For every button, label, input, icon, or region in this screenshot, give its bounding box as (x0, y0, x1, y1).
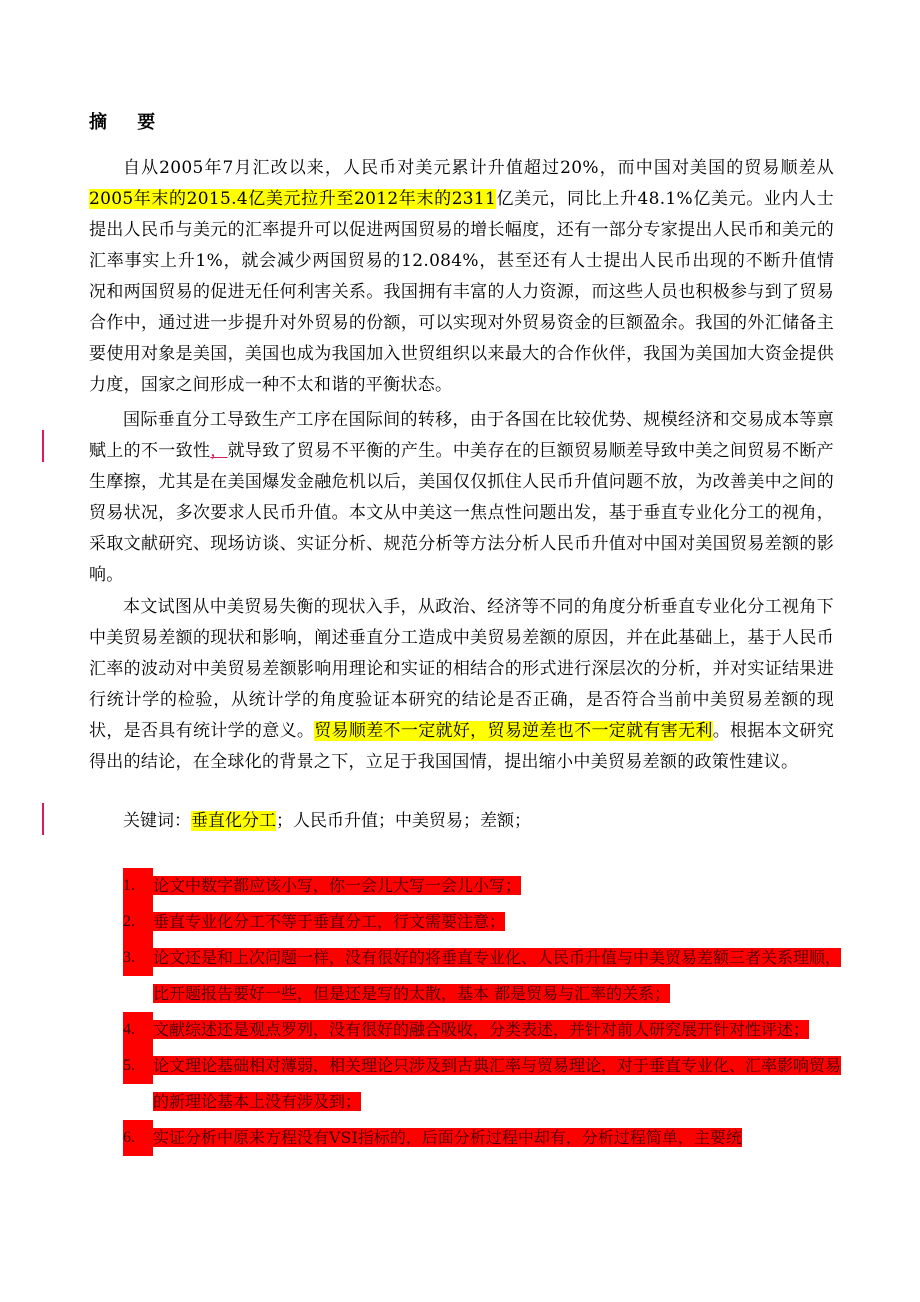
comment-number: 3. (123, 940, 153, 976)
comment-text: 文献综述还是观点罗列，没有很好的融合吸收，分类表述，并针对前人研究展开针对性评述； (153, 1020, 810, 1039)
comment-number: 2. (123, 904, 153, 940)
comment-item (123, 1120, 853, 1156)
comment-text: 论文还是和上次问题一样，没有很好的将垂直专业化、人民币升值与中美贸易差额三者关系理顺，比开题报告要好一些，但是还是写的太散，基本 都是贸易与汇率的关系； (153, 948, 842, 1003)
paragraph-text: 。根据本文研究得出的结论，在全球化的背景之下，立足于我国国情，提出缩小中美贸易差额的政策性建议。 (89, 721, 834, 772)
keyword-highlighted: 垂直化分工 (191, 811, 276, 831)
highlighted-text: 2005年末的2015.4亿美元拉升至2012年末的2311 (89, 189, 497, 209)
comment-number: 4. (123, 1012, 153, 1048)
comment-item (123, 904, 853, 940)
comment-number: 6. (123, 1120, 153, 1156)
paragraph-text: 亿美元，同比上升48.1%亿美元。业内人士提出人民币与美元的汇率提升可以促进两国贸易的增长幅度，还有一部分专家提出人民币和美元的汇率事实上升1%，就会减少两国贸易的12.084%，甚至还有人士提出人民币出现的不断升值情况和两国贸易的促进无任何利害关系。我国拥有丰富的人力资源，而这些人员也积极参与到了贸易合作中，通过进一步提升对外贸易的份额，可以实现对外贸易资金的巨额盈余。我国的外汇储备主要使用对象是美国，美国也成为我国加入世贸组织以来最大的合作伙伴，我国为美国加大资金提供力度，国家之间形成一种不太和谐的平衡状态。 (89, 189, 834, 395)
abstract-paragraph-3 (89, 592, 834, 778)
keywords-list: ；人民币升值；中美贸易；差额； (276, 811, 531, 831)
keywords-label: 关键词： (123, 811, 191, 831)
comment-item (123, 1012, 853, 1048)
comment-text: 论文中数字都应该小写，你一会儿大写一会儿小写； (153, 876, 522, 895)
paragraph-text: 自从2005年7月汇改以来，人民币对美元累计升值超过20%，而中国对美国的贸易顺差从 (123, 158, 834, 178)
revision-mark: ， (210, 441, 228, 461)
comment-number: 1. (123, 868, 153, 904)
abstract-paragraph-2 (89, 405, 834, 591)
keywords-line (123, 806, 531, 837)
abstract-heading: 摘 要 (89, 112, 168, 133)
paragraph-text: 本文试图从中美贸易失衡的现状入手，从政治、经济等不同的角度分析垂直专业化分工视角下中美贸易差额的现状和影响，阐述垂直分工造成中美贸易差额的原因，并在此基础上，基于人民币汇率的波动对中美贸易差额影响用理论和实证的相结合的形式进行深层次的分析，并对实证结果进行统计学的检验，从统计学的角度验证本研究的结论是否正确，是否符合当前中美贸易差额的现状，是否具有统计学的意义。 (89, 597, 834, 741)
revision-change-bar (42, 803, 44, 835)
comment-item (123, 1048, 853, 1120)
review-comments-list (123, 868, 853, 1156)
revision-change-bar (42, 430, 44, 462)
comment-item (123, 940, 853, 1012)
comment-number: 5. (123, 1048, 153, 1084)
comment-item (123, 868, 853, 904)
paragraph-text: 国际垂直分工导致生产工序在国际间的转移，由于各国在比较优势、规模经济和交易成本等禀赋上的不一致性 (89, 410, 834, 461)
paragraph-text: 就导致了贸易不平衡的产生。中美存在的巨额贸易顺差导致中美之间贸易不断产生摩擦，尤其是在美国爆发金融危机以后，美国仅仅抓住人民币升值问题不放，为改善美中之间的贸易状况，多次要求人民币升值。本文从中美这一焦点性问题出发，基于垂直专业化分工的视角，采取文献研究、现场访谈、实证分析、规范分析等方法分析人民币升值对中国对美国贸易差额的影响。 (89, 441, 834, 585)
comment-text: 垂直专业化分工不等于垂直分工，行文需要注意； (153, 912, 506, 931)
comment-text: 实证分析中原来方程没有VSI指标的，后面分析过程中却有，分析过程简单，主要统 (153, 1128, 742, 1147)
abstract-paragraph-1 (89, 153, 834, 401)
comment-text: 论文理论基础相对薄弱，相关理论只涉及到古典汇率与贸易理论，对于垂直专业化、汇率影响贸易的新理论基本上没有涉及到； (153, 1056, 842, 1111)
highlighted-text: 贸易顺差不一定就好，贸易逆差也不一定就有害无利 (314, 721, 713, 741)
